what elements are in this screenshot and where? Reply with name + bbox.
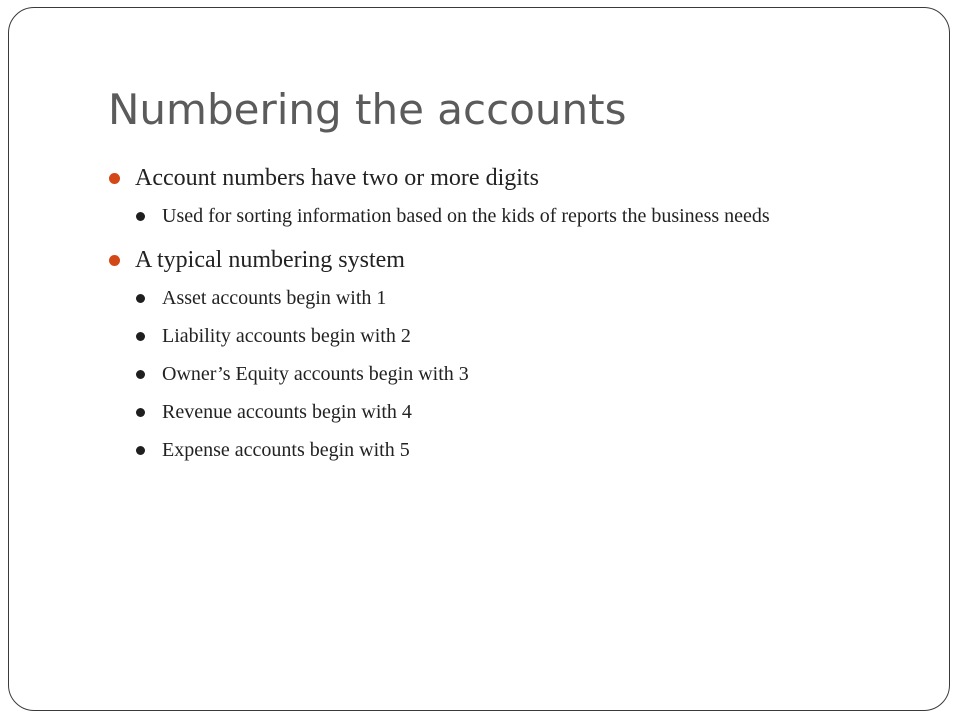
bullet-item: [108, 160, 868, 232]
sub-bullet-list: [135, 282, 868, 466]
sub-bullet-item: Revenue accounts begin with 4: [135, 396, 868, 428]
sub-bullet-list: [135, 200, 868, 232]
bullet-text: Account numbers have two or more digits: [135, 165, 539, 191]
sub-bullet-item: Owner’s Equity accounts begin with 3: [135, 358, 868, 390]
bullet-text: A typical numbering system: [135, 247, 405, 273]
bullet-item: [108, 242, 868, 466]
sub-bullet-item: Liability accounts begin with 2: [135, 320, 868, 352]
sub-bullet-item: Asset accounts begin with 1: [135, 282, 868, 314]
slide-title: Numbering the accounts: [108, 85, 627, 134]
sub-bullet-item: Expense accounts begin with 5: [135, 434, 868, 466]
bullet-list: [108, 160, 868, 476]
sub-bullet-item: Used for sorting information based on the kids of reports the business needs: [135, 200, 862, 232]
